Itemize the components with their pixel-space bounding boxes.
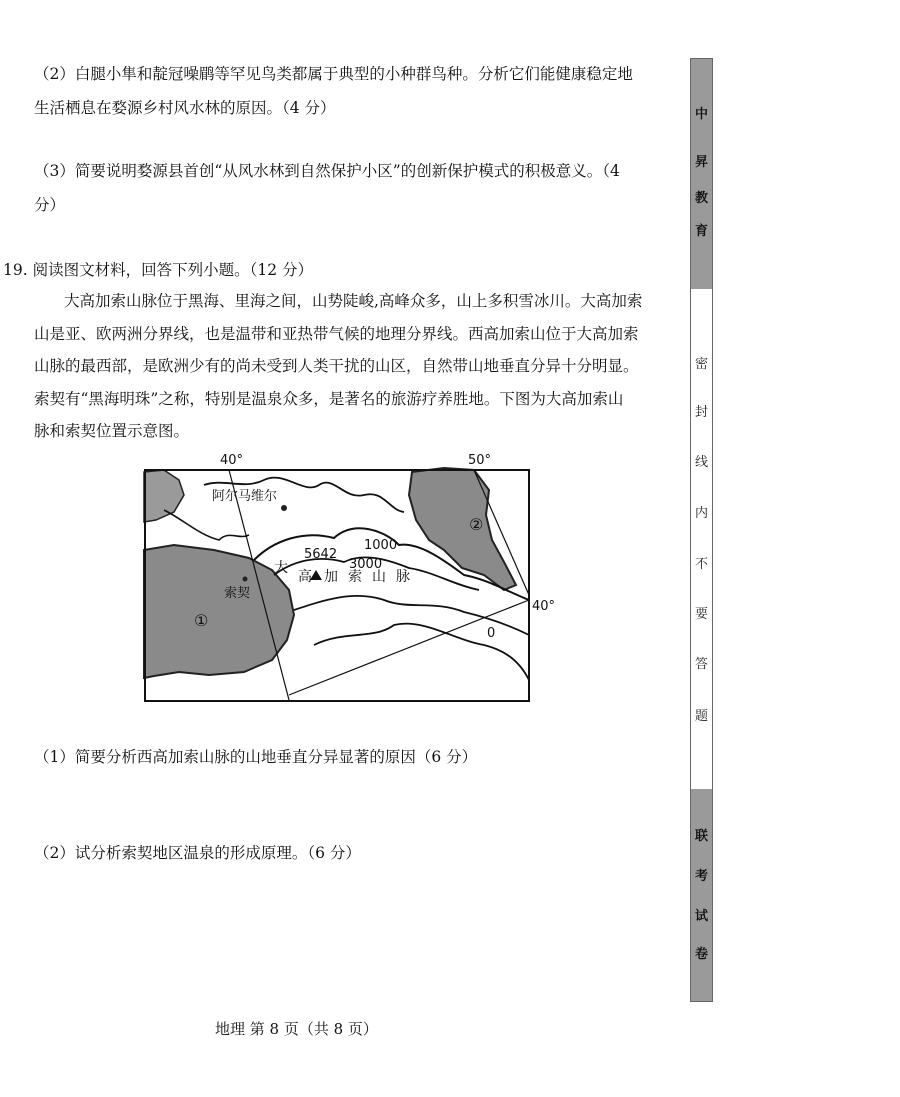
strip-char: 卷 — [694, 947, 708, 962]
q19-material — [34, 285, 642, 448]
range-char: 山 — [372, 569, 386, 585]
strip-char: 要 — [694, 607, 708, 622]
q19-sub1: （1）简要分析西高加索山脉的山地垂直分异显著的原因（6 分） — [34, 748, 478, 766]
q2-line-2: 生活栖息在婺源乡村风水林的原因。（4 分） — [34, 99, 336, 117]
contour-line-west — [164, 510, 249, 540]
black-sea-area — [144, 545, 294, 678]
strip-char: 答 — [694, 657, 708, 672]
contour-0-label: 0 — [487, 626, 496, 641]
q19-material-line: 山是亚、欧两洲分界线，也是温带和亚热带气候的地理分界线。西高加索山位于大高加索 — [34, 324, 639, 343]
black-sea-number: ① — [194, 611, 209, 630]
strip-char: 不 — [694, 557, 708, 572]
armavir-label: 阿尔马维尔 — [212, 489, 278, 504]
contour-3000-label: 3000 — [349, 557, 383, 572]
strip-char: 密 — [694, 357, 708, 372]
range-char: 脉 — [396, 569, 410, 585]
sea-inlet-top — [144, 470, 184, 522]
strip-char: 封 — [694, 405, 708, 420]
range-char: 大 — [274, 560, 288, 576]
range-char: 索 — [348, 569, 362, 585]
lon-40-label: 40° — [220, 453, 244, 468]
q19-material-line: 山脉的最西部，是欧洲少有的尚未受到人类干扰的山区，自然带山地垂直分异十分明显。 — [34, 357, 639, 375]
armavir-marker — [281, 505, 287, 511]
q19-material-line: 脉和索契位置示意图。 — [34, 422, 190, 440]
strip-char: 育 — [694, 224, 708, 239]
q19-material-line: 大高加索山脉位于黑海、里海之间，山势陡峻,高峰众多，山上多积雪冰川。大高加索 — [64, 292, 643, 310]
strip-top-block — [691, 59, 712, 289]
contour-line-south — [314, 624, 529, 680]
peak-elevation-label: 5642 — [304, 547, 338, 562]
binding-strip — [690, 58, 713, 1002]
strip-char: 试 — [694, 909, 708, 924]
q2-line-1: （2）白腿小隼和靛冠噪鹛等罕见鸟类都属于典型的小种群鸟种。分析它们能健康稳定地 — [34, 65, 633, 83]
q19-material-line: 索契有“黑海明珠”之称，特别是温泉众多，是著名的旅游疗养胜地。下图为大高加索山 — [34, 389, 624, 408]
q3-line-2: 分） — [34, 196, 66, 214]
q3-line-1: （3）简要说明婺源县首创“从风水林到自然保护小区”的创新保护模式的积极意义。（4 — [34, 162, 620, 180]
sochi-label: 索契 — [224, 586, 251, 601]
page-footer: 地理 第 8 页（共 8 页） — [215, 1020, 378, 1038]
range-char: 高 — [298, 569, 312, 585]
strip-char: 考 — [694, 869, 708, 884]
contour-1000-label: 1000 — [364, 538, 398, 553]
strip-char: 题 — [694, 709, 708, 724]
range-char: 加 — [324, 569, 338, 585]
strip-bottom-block — [691, 789, 712, 1001]
strip-char: 昇 — [694, 155, 708, 170]
lon-50-label: 50° — [468, 453, 492, 468]
strip-char: 联 — [694, 829, 708, 844]
caucasus-location-map — [144, 450, 556, 710]
strip-char: 线 — [694, 455, 708, 470]
strip-char: 教 — [694, 191, 708, 206]
caspian-sea-number: ② — [469, 515, 484, 534]
strip-char: 内 — [694, 506, 708, 521]
q19-heading: 19. 阅读图文材料，回答下列小题。（12 分） — [3, 261, 313, 279]
q19-sub2: （2）试分析索契地区温泉的形成原理。（6 分） — [34, 844, 361, 862]
sochi-marker — [243, 577, 248, 582]
lat-40-label: 40° — [532, 599, 556, 614]
strip-char: 中 — [694, 107, 708, 122]
